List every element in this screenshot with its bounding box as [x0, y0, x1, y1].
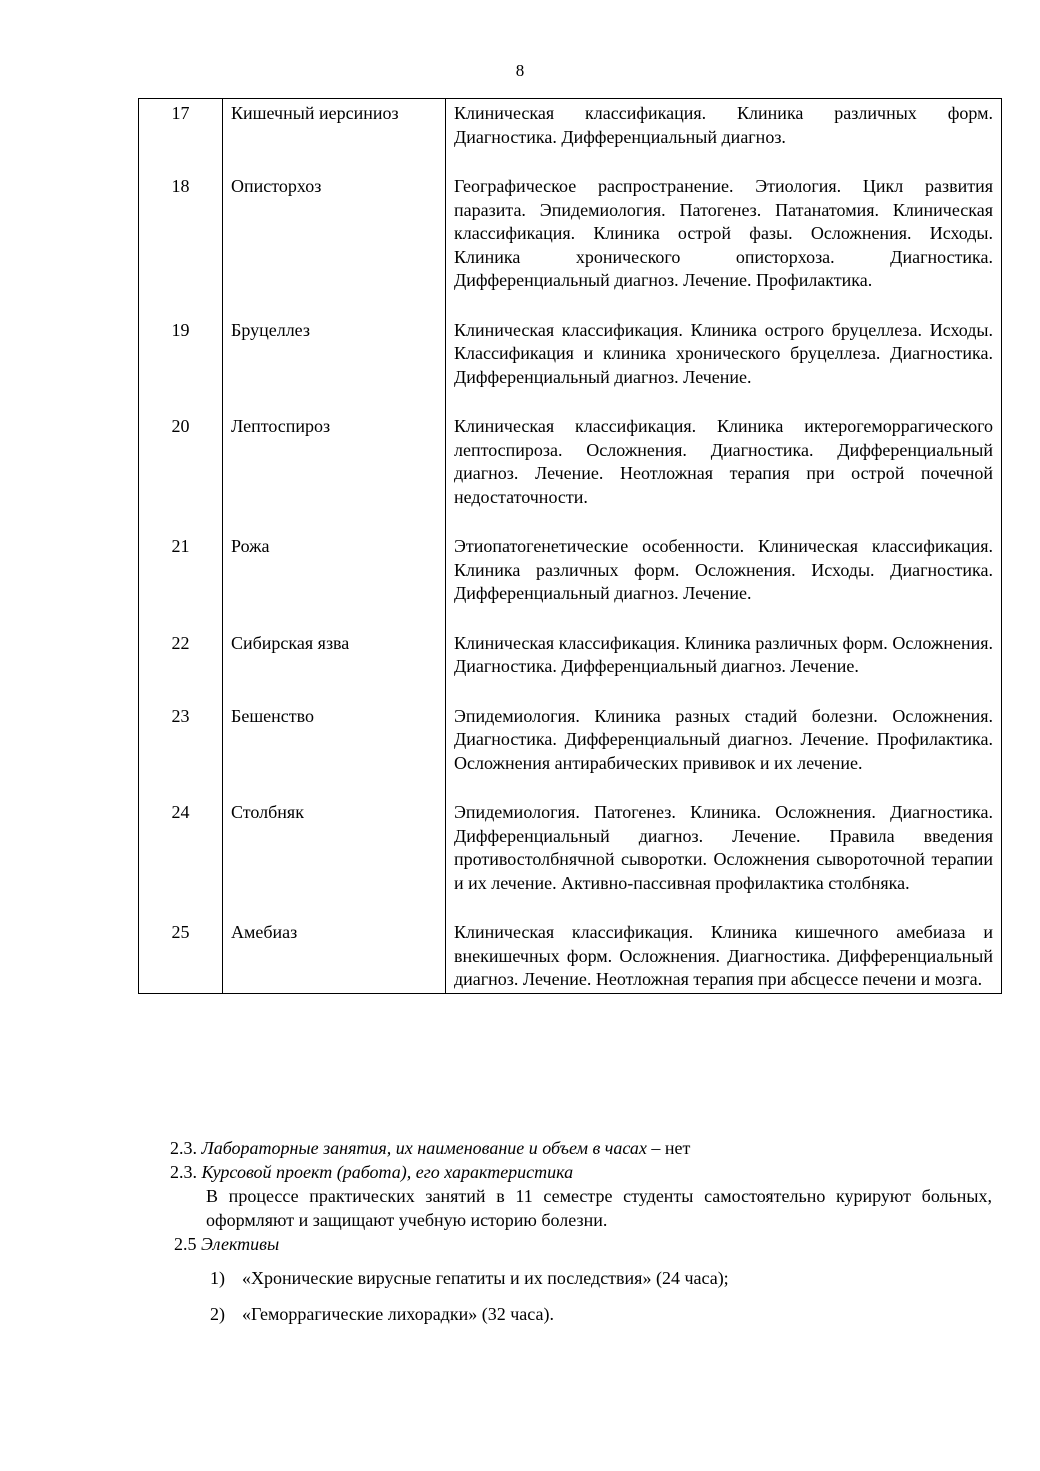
elective-text: «Хронические вирусные гепатиты и их последствия» (24 часа);	[242, 1268, 729, 1288]
topic-content: Клиническая классификация. Клиника различных форм. Осложнения. Диагностика. Дифференциальный диагноз. Лечение.	[446, 629, 1002, 702]
row-number: 18	[139, 172, 223, 316]
disease-name: Сибирская язва	[223, 629, 446, 702]
disease-name: Рожа	[223, 532, 446, 629]
section-electives	[174, 1232, 992, 1256]
topic-content: Клиническая классификация. Клиника иктерогеморрагического лептоспироза. Осложнения. Диагностика. Дифференциальный диагноз. Лечение. Неотложная терапия при острой почечной недостаточности.	[446, 412, 1002, 532]
section-number: 2.3.	[170, 1138, 197, 1158]
table-row	[139, 629, 1002, 702]
row-number: 20	[139, 412, 223, 532]
row-number: 23	[139, 702, 223, 799]
topic-content: Эпидемиология. Клиника разных стадий болезни. Осложнения. Диагностика. Дифференциальный диагноз. Лечение. Профилактика. Осложнения антирабических прививок и их лечение.	[446, 702, 1002, 799]
row-number: 19	[139, 316, 223, 413]
table-row	[139, 316, 1002, 413]
section-number: 2.5	[174, 1234, 197, 1254]
elective-text: «Геморрагические лихорадки» (32 часа).	[242, 1304, 554, 1324]
topic-content: Эпидемиология. Патогенез. Клиника. Осложнения. Диагностика. Дифференциальный диагноз. Лечение. Правила введения противостолбнячной сыворотки. Осложнения сывороточной терапии и их лечение. Активно-пассивная профилактика столбняка.	[446, 798, 1002, 918]
row-number: 24	[139, 798, 223, 918]
topic-content: Этиопатогенетические особенности. Клиническая классификация. Клиника различных форм. Осложнения. Исходы. Диагностика. Дифференциальный диагноз. Лечение.	[446, 532, 1002, 629]
elective-item	[210, 1302, 992, 1326]
disease-name: Лептоспироз	[223, 412, 446, 532]
table-row	[139, 99, 1002, 173]
row-number: 21	[139, 532, 223, 629]
disease-name: Столбняк	[223, 798, 446, 918]
elective-number: 1)	[210, 1268, 225, 1288]
topics-table	[138, 98, 1002, 994]
section-label: Курсовой проект (работа), его характеристика	[201, 1162, 574, 1182]
disease-name: Описторхоз	[223, 172, 446, 316]
elective-item	[210, 1266, 992, 1290]
table-row	[139, 172, 1002, 316]
section-label: Элективы	[201, 1234, 280, 1254]
section-number: 2.3.	[170, 1162, 197, 1182]
topics-table-body	[139, 99, 1002, 994]
table-row	[139, 412, 1002, 532]
table-row	[139, 798, 1002, 918]
section-course-project	[170, 1160, 992, 1184]
table-row	[139, 702, 1002, 799]
table-row	[139, 532, 1002, 629]
section-label: Лабораторные занятия, их наименование и объем в часах	[201, 1138, 647, 1158]
course-project-description: В процессе практических занятий в 11 семестре студенты самостоятельно курируют больных, оформляют и защищают учебную историю болезни.	[206, 1186, 992, 1230]
row-number: 17	[139, 99, 223, 173]
elective-number: 2)	[210, 1304, 225, 1324]
row-number: 22	[139, 629, 223, 702]
topic-content: Клиническая классификация. Клиника различных форм. Диагностика. Дифференциальный диагноз.	[446, 99, 1002, 173]
disease-name: Амебиаз	[223, 918, 446, 993]
section-suffix: – нет	[646, 1138, 691, 1158]
section-lab-work	[170, 1136, 992, 1160]
sections-block	[170, 1136, 992, 1338]
page-number: 8	[515, 61, 525, 80]
disease-name: Кишечный иерсиниоз	[223, 99, 446, 173]
topic-content: Географическое распространение. Этиология. Цикл развития паразита. Эпидемиология. Патогенез. Патанатомия. Клиническая классификация. Клиника острой фазы. Осложнения. Исходы. Клиника хронического описторхоза. Диагностика. Дифференциальный диагноз. Лечение. Профилактика.	[446, 172, 1002, 316]
disease-name: Бруцеллез	[223, 316, 446, 413]
row-number: 25	[139, 918, 223, 993]
disease-name: Бешенство	[223, 702, 446, 799]
table-row	[139, 918, 1002, 993]
topic-content: Клиническая классификация. Клиника острого бруцеллеза. Исходы. Классификация и клиника хронического бруцеллеза. Диагностика. Дифференциальный диагноз. Лечение.	[446, 316, 1002, 413]
topic-content: Клиническая классификация. Клиника кишечного амебиаза и внекишечных форм. Осложнения. Диагностика. Дифференциальный диагноз. Лечение. Неотложная терапия при абсцессе печени и мозга.	[446, 918, 1002, 993]
electives-list	[170, 1266, 992, 1326]
